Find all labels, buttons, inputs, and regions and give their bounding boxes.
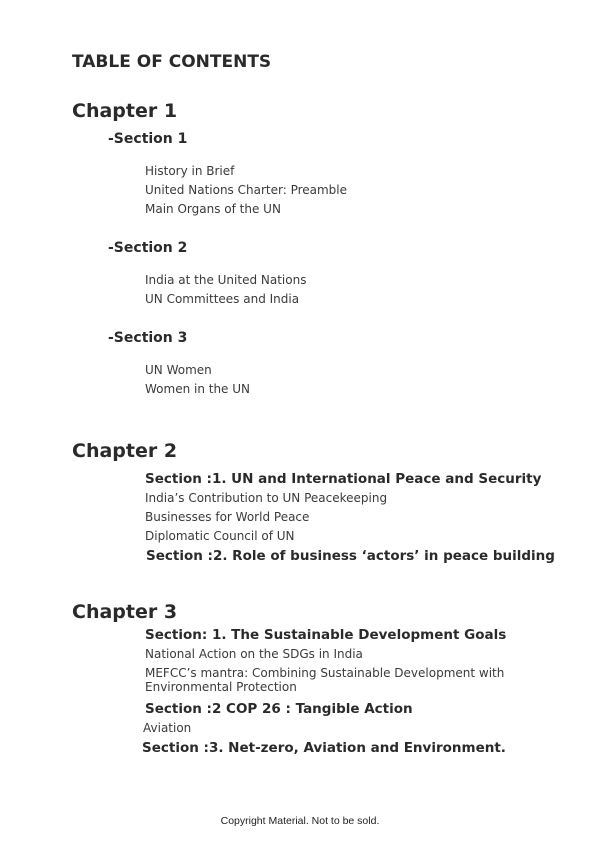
chapter-3-section-1-heading: Section: 1. The Sustainable Development Goals xyxy=(145,627,507,643)
toc-item: History in Brief xyxy=(145,164,235,178)
toc-item: India’s Contribution to UN Peacekeeping xyxy=(145,491,388,505)
chapter-1-title: Chapter 1 xyxy=(72,100,178,122)
toc-item: United Nations Charter: Preamble xyxy=(145,183,348,197)
toc-item: Aviation xyxy=(143,721,192,735)
chapter-3-section-3-heading: Section :3. Net-zero, Aviation and Environment. xyxy=(142,740,506,756)
toc-item: Businesses for World Peace xyxy=(145,510,310,524)
toc-item: National Action on the SDGs in India xyxy=(145,647,363,661)
chapter-2-section-1-heading: Section :1. UN and International Peace and Security xyxy=(145,471,542,487)
toc-item: UN Women xyxy=(145,363,212,377)
chapter-1-section-1-heading: -Section 1 xyxy=(108,131,188,147)
chapter-3-title: Chapter 3 xyxy=(72,601,178,623)
toc-title: TABLE OF CONTENTS xyxy=(72,52,272,72)
toc-item: Main Organs of the UN xyxy=(145,202,281,216)
toc-item: UN Committees and India xyxy=(145,292,300,306)
chapter-1-section-3-heading: -Section 3 xyxy=(108,330,188,346)
toc-item: Women in the UN xyxy=(145,382,251,396)
chapter-2-section-2-heading: Section :2. Role of business ‘actors’ in peace building xyxy=(146,548,555,564)
toc-item: India at the United Nations xyxy=(145,273,307,287)
copyright-footer: Copyright Material. Not to be sold. xyxy=(220,815,380,827)
chapter-1-section-2-heading: -Section 2 xyxy=(108,240,188,256)
chapter-3-section-2-heading: Section :2 COP 26 : Tangible Action xyxy=(145,701,413,717)
chapter-2-title: Chapter 2 xyxy=(72,440,178,462)
toc-item: MEFCC’s mantra: Combining Sustainable Development with Environmental Protection xyxy=(145,666,505,694)
toc-item: Diplomatic Council of UN xyxy=(145,529,295,543)
